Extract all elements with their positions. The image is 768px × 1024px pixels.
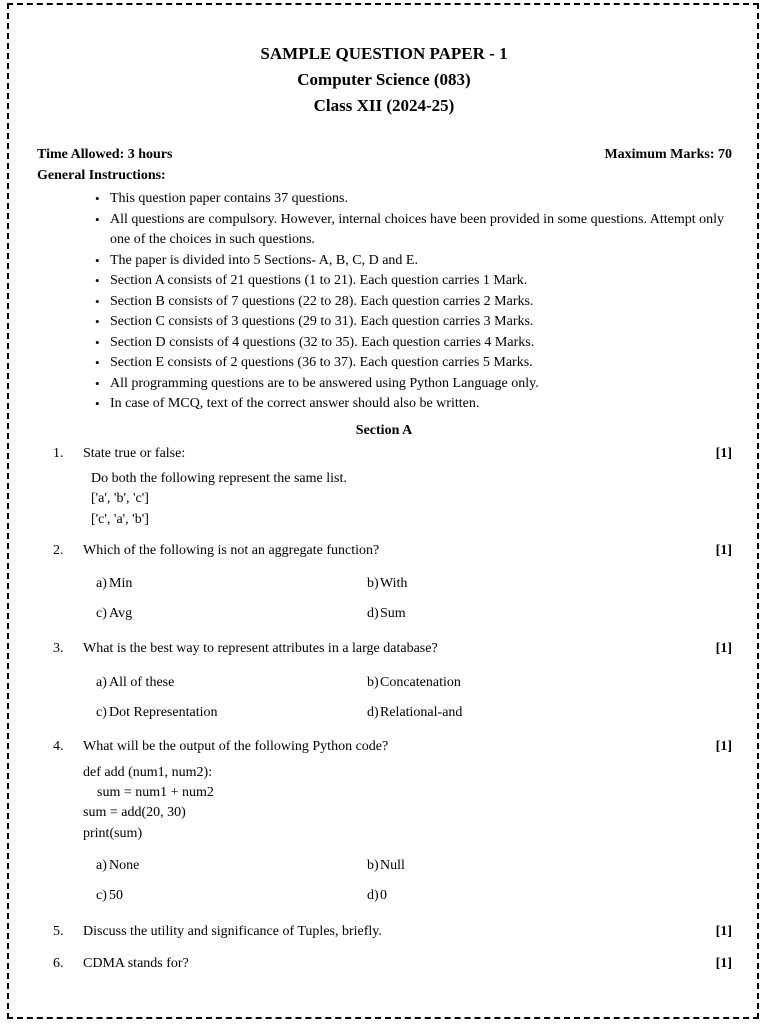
question-line: ['c', 'a', 'b']	[91, 512, 149, 527]
instructions-list	[91, 189, 731, 415]
paper-title: SAMPLE QUESTION PAPER - 1	[260, 44, 508, 63]
maximum-marks: Maximum Marks: 70	[604, 147, 732, 162]
option-d	[367, 705, 462, 721]
option-c	[96, 888, 123, 904]
question-number: 3.	[53, 641, 64, 656]
option-text: Concatenation	[380, 675, 461, 690]
question-text: State true or false:	[83, 446, 186, 461]
option-text: Avg	[109, 606, 133, 621]
instruction-item: • This question paper contains 37 questions.	[91, 189, 731, 210]
option-letter: a)	[96, 858, 107, 873]
instruction-item: • All questions are compulsory. However, internal choices have been provided in some questions. Attempt only one of the choices in such questions.	[91, 210, 731, 251]
question-text: CDMA stands for?	[83, 956, 189, 971]
question-number: 6.	[53, 956, 64, 971]
instruction-item: • Section A consists of 21 questions (1 to 21). Each question carries 1 Mark.	[91, 271, 731, 292]
instruction-item: • The paper is divided into 5 Sections- A, B, C, D and E.	[91, 251, 731, 272]
option-letter: d)	[367, 888, 379, 903]
code-line: sum = num1 + num2	[83, 785, 214, 800]
option-letter: c)	[96, 705, 107, 720]
option-a	[96, 858, 139, 874]
question-text: Discuss the utility and significance of Tuples, briefly.	[83, 924, 382, 939]
option-text: With	[380, 576, 408, 591]
option-d	[367, 606, 406, 622]
instruction-item: • Section B consists of 7 questions (22 to 28). Each question carries 2 Marks.	[91, 292, 731, 313]
question-text: What will be the output of the following Python code?	[83, 739, 389, 754]
question-text: Which of the following is not an aggregate function?	[83, 543, 380, 558]
option-text: Dot Representation	[109, 705, 218, 720]
instruction-item: • All programming questions are to be answered using Python Language only.	[91, 374, 731, 395]
option-a	[96, 675, 174, 691]
option-letter: d)	[367, 705, 379, 720]
option-letter: c)	[96, 888, 107, 903]
option-b	[367, 675, 461, 691]
instruction-item: • Section D consists of 4 questions (32 to 35). Each question carries 4 Marks.	[91, 333, 731, 354]
option-b	[367, 858, 405, 874]
option-text: Sum	[380, 606, 406, 621]
code-line: sum = add(20, 30)	[83, 805, 186, 820]
question-number: 5.	[53, 924, 64, 939]
instructions-heading: General Instructions:	[37, 168, 166, 183]
question-number: 4.	[53, 739, 64, 754]
option-text: None	[109, 858, 140, 873]
question-line: ['a', 'b', 'c']	[91, 491, 149, 506]
instruction-item: • In case of MCQ, text of the correct answer should also be written.	[91, 394, 731, 415]
option-text: Null	[380, 858, 405, 873]
question-line: Do both the following represent the same list.	[91, 471, 347, 486]
code-line: print(sum)	[83, 826, 143, 841]
instruction-item: • Section C consists of 3 questions (29 to 31). Each question carries 3 Marks.	[91, 312, 731, 333]
option-a	[96, 576, 132, 592]
option-text: 0	[380, 888, 387, 903]
question-marks: [1]	[715, 446, 732, 461]
question-number: 1.	[53, 446, 64, 461]
question-text: What is the best way to represent attributes in a large database?	[83, 641, 438, 656]
option-text: Min	[109, 576, 133, 591]
question-marks: [1]	[715, 739, 732, 754]
section-heading: Section A	[355, 423, 413, 438]
option-c	[96, 606, 132, 622]
option-letter: c)	[96, 606, 107, 621]
option-letter: b)	[367, 675, 379, 690]
option-letter: a)	[96, 675, 107, 690]
question-number: 2.	[53, 543, 64, 558]
option-letter: b)	[367, 858, 379, 873]
option-d	[367, 888, 387, 904]
option-text: All of these	[109, 675, 175, 690]
instruction-item: • Section E consists of 2 questions (36 to 37). Each question carries 5 Marks.	[91, 353, 731, 374]
option-letter: a)	[96, 576, 107, 591]
question-marks: [1]	[715, 924, 732, 939]
option-text: Relational-and	[380, 705, 463, 720]
question-marks: [1]	[715, 956, 732, 971]
option-letter: b)	[367, 576, 379, 591]
question-marks: [1]	[715, 641, 732, 656]
option-c	[96, 705, 217, 721]
option-b	[367, 576, 407, 592]
option-text: 50	[109, 888, 123, 903]
code-line: def add (num1, num2):	[83, 765, 213, 780]
time-allowed: Time Allowed: 3 hours	[37, 147, 173, 162]
option-letter: d)	[367, 606, 379, 621]
paper-class: Class XII (2024-25)	[313, 96, 455, 115]
question-marks: [1]	[715, 543, 732, 558]
paper-subject: Computer Science (083)	[297, 70, 471, 89]
